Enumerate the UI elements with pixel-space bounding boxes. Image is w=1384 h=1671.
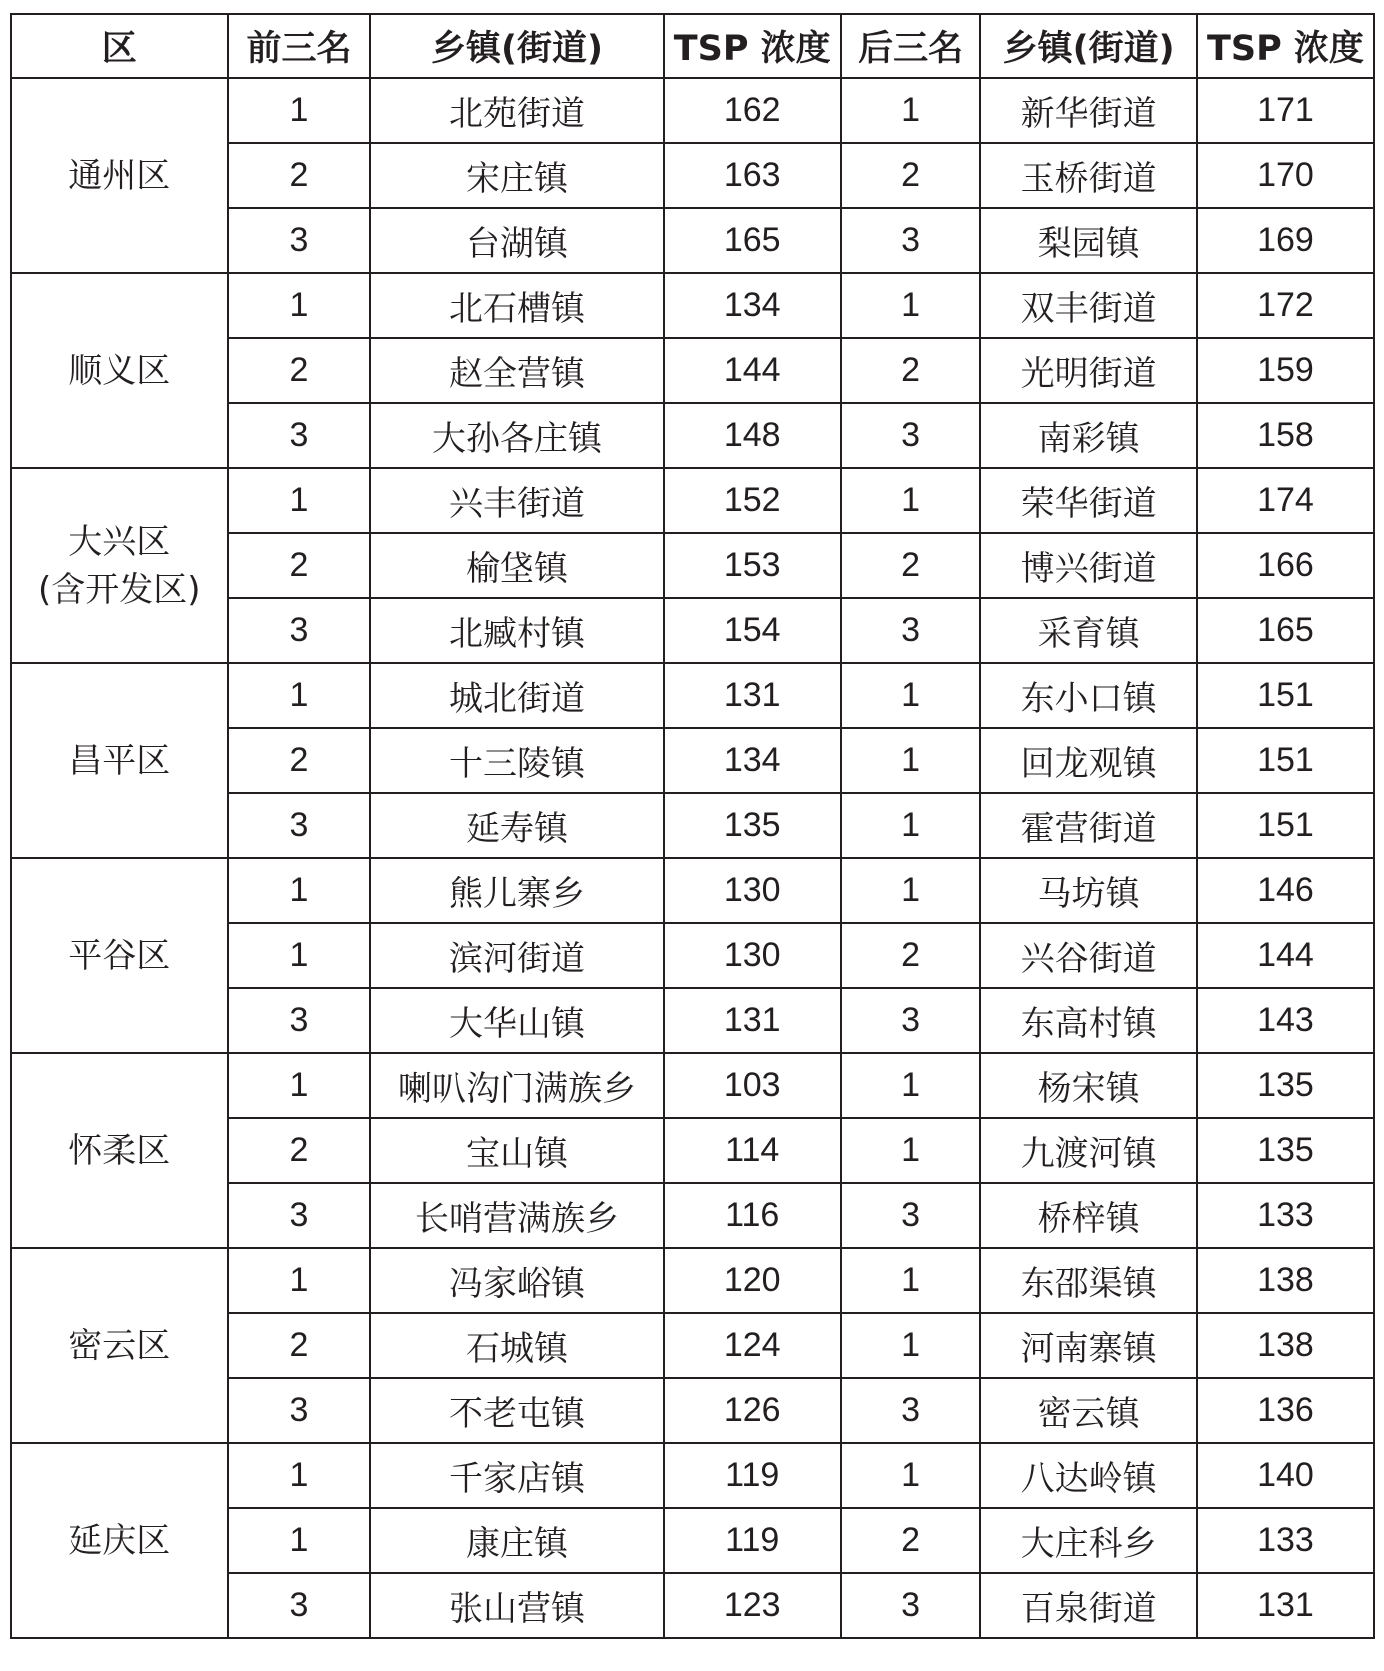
cell-top-town: 喇叭沟门满族乡 (370, 1053, 663, 1118)
cell-bottom-rank: 3 (841, 598, 981, 663)
cell-bottom-rank: 1 (841, 78, 981, 143)
cell-top-tsp: 130 (664, 923, 841, 988)
cell-bottom-tsp: 144 (1197, 923, 1374, 988)
cell-top-rank: 1 (228, 1053, 371, 1118)
cell-top-rank: 1 (228, 1508, 371, 1573)
cell-bottom-rank: 2 (841, 338, 981, 403)
cell-bottom-rank: 2 (841, 533, 981, 598)
cell-bottom-town: 杨宋镇 (980, 1053, 1197, 1118)
cell-bottom-rank: 3 (841, 988, 981, 1053)
cell-bottom-town: 光明街道 (980, 338, 1197, 403)
cell-bottom-rank: 1 (841, 858, 981, 923)
cell-bottom-town: 东小口镇 (980, 663, 1197, 728)
table-row (11, 468, 1374, 533)
cell-top-town: 不老屯镇 (370, 1378, 663, 1443)
cell-bottom-town: 玉桥街道 (980, 143, 1197, 208)
cell-top-town: 北臧村镇 (370, 598, 663, 663)
cell-top-tsp: 124 (664, 1313, 841, 1378)
cell-top-rank: 2 (228, 1313, 371, 1378)
cell-top-town: 大华山镇 (370, 988, 663, 1053)
cell-bottom-tsp: 151 (1197, 728, 1374, 793)
cell-bottom-rank: 1 (841, 1053, 981, 1118)
district-name: 密云区 (68, 1325, 171, 1366)
cell-bottom-tsp: 138 (1197, 1313, 1374, 1378)
cell-bottom-tsp: 146 (1197, 858, 1374, 923)
cell-top-tsp: 148 (664, 403, 841, 468)
cell-bottom-rank: 1 (841, 663, 981, 728)
cell-top-rank: 3 (228, 1378, 371, 1443)
cell-top-town: 兴丰街道 (370, 468, 663, 533)
cell-bottom-tsp: 133 (1197, 1508, 1374, 1573)
district-name-note: (含开发区) (37, 569, 201, 610)
cell-bottom-town: 兴谷街道 (980, 923, 1197, 988)
cell-top-town: 千家店镇 (370, 1443, 663, 1508)
cell-top-town: 榆垡镇 (370, 533, 663, 598)
table-row (11, 273, 1374, 338)
cell-bottom-rank: 3 (841, 403, 981, 468)
district-name: 昌平区 (68, 740, 171, 781)
cell-top-tsp: 163 (664, 143, 841, 208)
cell-bottom-tsp: 133 (1197, 1183, 1374, 1248)
cell-bottom-tsp: 172 (1197, 273, 1374, 338)
cell-top-town: 长哨营满族乡 (370, 1183, 663, 1248)
cell-top-rank: 3 (228, 1573, 371, 1638)
cell-top-rank: 1 (228, 858, 371, 923)
cell-top-tsp: 114 (664, 1118, 841, 1183)
cell-bottom-rank: 1 (841, 728, 981, 793)
district-name: 平谷区 (68, 935, 171, 976)
cell-top-rank: 1 (228, 78, 371, 143)
cell-top-rank: 3 (228, 793, 371, 858)
cell-bottom-town: 南彩镇 (980, 403, 1197, 468)
cell-bottom-tsp: 136 (1197, 1378, 1374, 1443)
cell-top-tsp: 123 (664, 1573, 841, 1638)
cell-top-rank: 2 (228, 143, 371, 208)
header-top-tsp: TSP 浓度 (664, 14, 841, 78)
cell-bottom-tsp: 135 (1197, 1053, 1374, 1118)
cell-bottom-town: 桥梓镇 (980, 1183, 1197, 1248)
cell-bottom-tsp: 171 (1197, 78, 1374, 143)
cell-bottom-tsp: 158 (1197, 403, 1374, 468)
district-cell (11, 468, 228, 663)
cell-top-tsp: 126 (664, 1378, 841, 1443)
district-cell (11, 1443, 228, 1638)
cell-bottom-town: 荣华街道 (980, 468, 1197, 533)
table-row (11, 1053, 1374, 1118)
cell-top-rank: 2 (228, 1118, 371, 1183)
district-cell (11, 663, 228, 858)
cell-top-rank: 2 (228, 728, 371, 793)
table-row (11, 78, 1374, 143)
cell-bottom-town: 博兴街道 (980, 533, 1197, 598)
table-row (11, 663, 1374, 728)
table-body (11, 78, 1374, 1638)
cell-bottom-rank: 1 (841, 1313, 981, 1378)
district-name: 延庆区 (68, 1520, 171, 1561)
cell-bottom-tsp: 159 (1197, 338, 1374, 403)
cell-top-tsp: 119 (664, 1443, 841, 1508)
cell-top-tsp: 116 (664, 1183, 841, 1248)
cell-bottom-town: 东高村镇 (980, 988, 1197, 1053)
cell-top-rank: 3 (228, 208, 371, 273)
cell-top-rank: 1 (228, 1443, 371, 1508)
cell-top-town: 北苑街道 (370, 78, 663, 143)
cell-bottom-rank: 1 (841, 273, 981, 338)
district-cell (11, 858, 228, 1053)
cell-bottom-tsp: 140 (1197, 1443, 1374, 1508)
cell-bottom-rank: 3 (841, 1183, 981, 1248)
cell-top-tsp: 152 (664, 468, 841, 533)
header-bottom-rank: 后三名 (841, 14, 981, 78)
cell-bottom-tsp: 151 (1197, 663, 1374, 728)
cell-top-tsp: 131 (664, 663, 841, 728)
header-top-town: 乡镇(街道) (370, 14, 663, 78)
cell-bottom-rank: 2 (841, 143, 981, 208)
cell-top-town: 宋庄镇 (370, 143, 663, 208)
district-name: 通州区 (68, 155, 171, 196)
cell-top-town: 冯家峪镇 (370, 1248, 663, 1313)
cell-bottom-tsp: 174 (1197, 468, 1374, 533)
cell-bottom-tsp: 138 (1197, 1248, 1374, 1313)
district-name: 怀柔区 (68, 1130, 171, 1171)
cell-bottom-town: 东邵渠镇 (980, 1248, 1197, 1313)
header-bottom-town: 乡镇(街道) (980, 14, 1197, 78)
header-district: 区 (11, 14, 228, 78)
cell-bottom-rank: 1 (841, 468, 981, 533)
cell-top-town: 十三陵镇 (370, 728, 663, 793)
cell-top-rank: 1 (228, 1248, 371, 1313)
cell-top-rank: 2 (228, 533, 371, 598)
cell-top-rank: 3 (228, 988, 371, 1053)
cell-top-town: 延寿镇 (370, 793, 663, 858)
cell-bottom-town: 九渡河镇 (980, 1118, 1197, 1183)
cell-bottom-town: 采育镇 (980, 598, 1197, 663)
cell-bottom-town: 回龙观镇 (980, 728, 1197, 793)
cell-top-tsp: 154 (664, 598, 841, 663)
cell-top-tsp: 119 (664, 1508, 841, 1573)
cell-top-tsp: 144 (664, 338, 841, 403)
header-top-rank: 前三名 (228, 14, 371, 78)
district-name: 顺义区 (68, 350, 171, 391)
cell-top-tsp: 153 (664, 533, 841, 598)
header-bottom-tsp: TSP 浓度 (1197, 14, 1374, 78)
cell-top-rank: 3 (228, 403, 371, 468)
cell-bottom-tsp: 151 (1197, 793, 1374, 858)
cell-bottom-rank: 1 (841, 1118, 981, 1183)
cell-top-town: 康庄镇 (370, 1508, 663, 1573)
cell-bottom-tsp: 166 (1197, 533, 1374, 598)
cell-top-rank: 1 (228, 468, 371, 533)
cell-bottom-town: 八达岭镇 (980, 1443, 1197, 1508)
cell-bottom-tsp: 169 (1197, 208, 1374, 273)
cell-bottom-town: 梨园镇 (980, 208, 1197, 273)
cell-top-tsp: 134 (664, 273, 841, 338)
district-name: 大兴区 (68, 521, 171, 562)
cell-bottom-town: 百泉街道 (980, 1573, 1197, 1638)
cell-top-town: 宝山镇 (370, 1118, 663, 1183)
cell-top-tsp: 130 (664, 858, 841, 923)
cell-bottom-tsp: 135 (1197, 1118, 1374, 1183)
header-row (11, 14, 1374, 78)
cell-top-rank: 1 (228, 273, 371, 338)
cell-top-town: 张山营镇 (370, 1573, 663, 1638)
table-row (11, 1443, 1374, 1508)
cell-bottom-tsp: 131 (1197, 1573, 1374, 1638)
cell-bottom-tsp: 143 (1197, 988, 1374, 1053)
cell-top-tsp: 131 (664, 988, 841, 1053)
cell-bottom-tsp: 170 (1197, 143, 1374, 208)
cell-top-rank: 1 (228, 923, 371, 988)
cell-top-town: 石城镇 (370, 1313, 663, 1378)
cell-top-town: 大孙各庄镇 (370, 403, 663, 468)
cell-top-tsp: 134 (664, 728, 841, 793)
cell-top-rank: 3 (228, 598, 371, 663)
cell-bottom-rank: 3 (841, 1378, 981, 1443)
cell-top-town: 北石槽镇 (370, 273, 663, 338)
cell-bottom-town: 密云镇 (980, 1378, 1197, 1443)
cell-bottom-town: 大庄科乡 (980, 1508, 1197, 1573)
district-cell (11, 78, 228, 273)
cell-bottom-rank: 2 (841, 923, 981, 988)
cell-bottom-rank: 3 (841, 1573, 981, 1638)
cell-bottom-town: 河南寨镇 (980, 1313, 1197, 1378)
cell-top-rank: 2 (228, 338, 371, 403)
cell-top-town: 滨河街道 (370, 923, 663, 988)
cell-top-town: 赵全营镇 (370, 338, 663, 403)
cell-bottom-town: 新华街道 (980, 78, 1197, 143)
cell-bottom-rank: 1 (841, 1443, 981, 1508)
cell-top-town: 台湖镇 (370, 208, 663, 273)
tsp-ranking-table (10, 13, 1375, 1639)
cell-top-tsp: 135 (664, 793, 841, 858)
district-cell (11, 273, 228, 468)
cell-top-town: 熊儿寨乡 (370, 858, 663, 923)
cell-top-rank: 1 (228, 663, 371, 728)
district-cell (11, 1248, 228, 1443)
cell-bottom-tsp: 165 (1197, 598, 1374, 663)
table-header (11, 14, 1374, 78)
cell-bottom-rank: 1 (841, 1248, 981, 1313)
cell-bottom-town: 马坊镇 (980, 858, 1197, 923)
cell-bottom-rank: 2 (841, 1508, 981, 1573)
table-row (11, 1248, 1374, 1313)
table-row (11, 858, 1374, 923)
cell-bottom-town: 双丰街道 (980, 273, 1197, 338)
cell-bottom-town: 霍营街道 (980, 793, 1197, 858)
cell-top-tsp: 162 (664, 78, 841, 143)
cell-top-tsp: 165 (664, 208, 841, 273)
cell-top-tsp: 103 (664, 1053, 841, 1118)
cell-top-tsp: 120 (664, 1248, 841, 1313)
cell-bottom-rank: 3 (841, 208, 981, 273)
cell-top-rank: 3 (228, 1183, 371, 1248)
district-cell (11, 1053, 228, 1248)
cell-bottom-rank: 1 (841, 793, 981, 858)
cell-top-town: 城北街道 (370, 663, 663, 728)
